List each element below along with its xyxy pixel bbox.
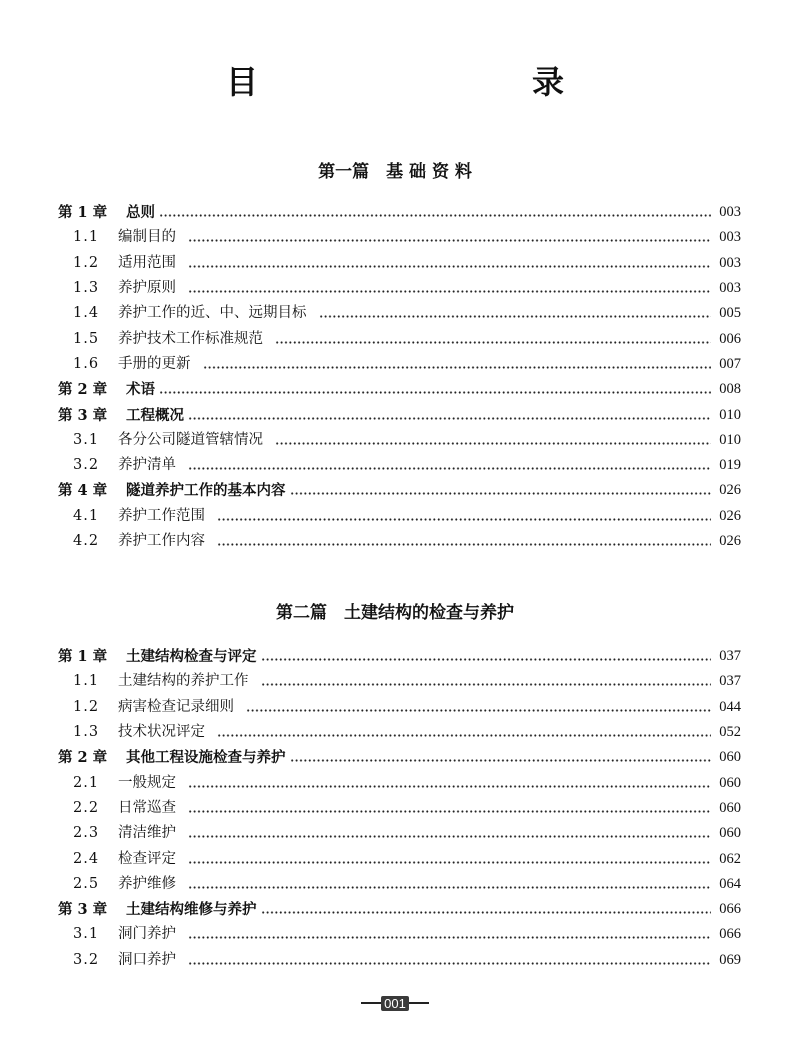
toc-section-entry[interactable] (58, 251, 741, 276)
entry-page-number: 060 (719, 825, 741, 842)
toc-section-entry[interactable] (58, 453, 741, 478)
entry-page-number: 026 (719, 482, 741, 499)
dot-leader (217, 543, 711, 546)
entry-title: 养护维修 (118, 875, 176, 892)
entry-title: 编制目的 (118, 229, 176, 246)
entry-page-number: 005 (719, 305, 741, 322)
dot-leader (188, 810, 711, 813)
dot-leader (188, 417, 711, 420)
entry-number: 4.2 (73, 533, 100, 549)
part-heading: 第一篇 基 础 资 料 (318, 162, 472, 182)
toc-chapter-entry[interactable] (58, 377, 741, 402)
entry-page-number: 019 (719, 457, 741, 474)
toc-section-entry[interactable] (58, 821, 741, 846)
dot-leader (188, 265, 711, 268)
entry-page-number: 026 (719, 507, 741, 524)
dot-leader (188, 290, 711, 293)
entry-number: 3.2 (73, 457, 100, 474)
footer-rule (361, 1002, 381, 1004)
dot-leader (217, 518, 711, 521)
toc-chapter-entry[interactable] (58, 897, 741, 922)
dot-leader (188, 886, 711, 889)
dot-leader (188, 861, 711, 864)
entry-title: 养护原则 (118, 280, 176, 297)
page-footer (0, 993, 790, 1013)
dot-leader (319, 315, 712, 318)
entry-page-number: 003 (719, 254, 741, 271)
entry-page-number: 062 (719, 850, 741, 867)
entry-page-number: 060 (719, 799, 741, 816)
dot-leader (290, 759, 712, 762)
toc-chapter-entry[interactable] (58, 200, 741, 225)
entry-page-number: 066 (719, 926, 741, 943)
entry-title: 工程概况 (126, 406, 184, 424)
entry-title: 土建结构维修与养护 (126, 901, 257, 919)
entry-number: 2.4 (73, 850, 100, 867)
toc-section-entry[interactable] (58, 922, 741, 947)
entry-title: 养护清单 (118, 457, 176, 474)
entry-title: 养护工作范围 (118, 507, 205, 524)
entry-page-number: 010 (719, 406, 741, 423)
dot-leader (188, 785, 711, 788)
entry-title: 病害检查记录细则 (118, 698, 234, 715)
entry-title: 一般规定 (118, 774, 176, 791)
entry-page-number: 026 (719, 533, 741, 549)
toc-section-entry[interactable] (58, 720, 741, 745)
entry-title: 养护技术工作标准规范 (118, 330, 263, 347)
entry-title: 土建结构检查与评定 (126, 648, 257, 666)
part-heading: 第二篇 土建结构的检查与养护 (276, 603, 514, 623)
entry-number: 1.2 (73, 698, 100, 715)
entry-number: 第 4 章 (58, 482, 108, 500)
dot-leader (246, 709, 711, 712)
entry-number: 1.3 (73, 724, 100, 741)
toc-section-entry[interactable] (58, 225, 741, 250)
toc-list (58, 200, 741, 554)
toc-section-entry[interactable] (58, 529, 741, 554)
dot-leader (275, 341, 711, 344)
entry-number: 2.1 (73, 774, 100, 791)
toc-section-entry[interactable] (58, 770, 741, 795)
entry-page-number: 037 (719, 648, 741, 665)
entry-number: 1.1 (73, 673, 100, 690)
toc-chapter-entry[interactable] (58, 478, 741, 503)
dot-leader (188, 239, 711, 242)
toc-section-entry[interactable] (58, 352, 741, 377)
entry-page-number: 010 (719, 431, 741, 448)
footer-rule (409, 1002, 429, 1004)
toc-section-entry[interactable] (58, 872, 741, 897)
entry-page-number: 003 (719, 280, 741, 297)
entry-title: 清洁维护 (118, 825, 176, 842)
entry-number: 第 2 章 (58, 381, 108, 399)
entry-title: 日常巡查 (118, 799, 176, 816)
toc-section-entry[interactable] (58, 301, 741, 326)
toc-section-entry[interactable] (58, 948, 741, 973)
entry-page-number: 066 (719, 901, 741, 918)
toc-section-entry[interactable] (58, 428, 741, 453)
dot-leader (217, 734, 711, 737)
entry-number: 3.2 (73, 951, 100, 968)
dot-leader (261, 658, 712, 661)
dot-leader (261, 911, 712, 914)
entry-number: 3.1 (73, 926, 100, 943)
page-title: 目 录 (225, 63, 634, 101)
entry-page-number: 003 (719, 229, 741, 246)
entry-page-number: 003 (719, 204, 741, 221)
toc-section-entry[interactable] (58, 695, 741, 720)
entry-page-number: 037 (719, 673, 741, 690)
entry-title: 洞口养护 (118, 951, 176, 968)
entry-title: 各分公司隧道管辖情况 (118, 431, 263, 448)
toc-section-entry[interactable] (58, 796, 741, 821)
toc-chapter-entry[interactable] (58, 644, 741, 669)
entry-title: 隧道养护工作的基本内容 (126, 482, 286, 500)
dot-leader (203, 366, 712, 369)
entry-page-number: 044 (719, 698, 741, 715)
toc-section-entry[interactable] (58, 846, 741, 871)
dot-leader (159, 214, 711, 217)
entry-page-number: 069 (719, 951, 741, 968)
toc-section-entry[interactable] (58, 504, 741, 529)
entry-number: 1.2 (73, 254, 100, 271)
dot-leader (188, 467, 711, 470)
entry-number: 第 3 章 (58, 406, 108, 424)
dot-leader (188, 962, 711, 965)
entry-number: 第 3 章 (58, 901, 108, 919)
dot-leader (275, 442, 711, 445)
entry-number: 1.4 (73, 305, 100, 322)
entry-title: 手册的更新 (118, 355, 191, 372)
entry-number: 2.3 (73, 825, 100, 842)
entry-title: 总则 (126, 204, 155, 222)
entry-title: 其他工程设施检查与养护 (126, 749, 286, 767)
entry-number: 第 2 章 (58, 749, 108, 767)
entry-number: 1.1 (73, 229, 100, 246)
entry-number: 1.6 (73, 355, 100, 372)
entry-title: 土建结构的养护工作 (118, 673, 249, 690)
entry-page-number: 060 (719, 774, 741, 791)
dot-leader (159, 391, 711, 394)
entry-number: 1.3 (73, 280, 100, 297)
entry-number: 1.5 (73, 330, 100, 347)
entry-page-number: 007 (719, 355, 741, 372)
entry-page-number: 052 (719, 724, 741, 741)
dot-leader (290, 492, 712, 495)
toc-chapter-entry[interactable] (58, 402, 741, 427)
entry-number: 3.1 (73, 431, 100, 448)
entry-page-number: 006 (719, 330, 741, 347)
entry-page-number: 060 (719, 749, 741, 766)
page-number: 001 (381, 996, 409, 1011)
entry-title: 检查评定 (118, 850, 176, 867)
entry-title: 养护工作内容 (118, 533, 205, 549)
toc-section-entry[interactable] (58, 326, 741, 351)
entry-number: 第 1 章 (58, 648, 108, 666)
entry-title: 适用范围 (118, 254, 176, 271)
entry-number: 第 1 章 (58, 204, 108, 222)
dot-leader (261, 683, 712, 686)
dot-leader (188, 835, 711, 838)
entry-page-number: 008 (719, 381, 741, 398)
dot-leader (188, 936, 711, 939)
entry-page-number: 064 (719, 875, 741, 892)
entry-title: 洞门养护 (118, 926, 176, 943)
toc-section-entry[interactable] (58, 669, 741, 694)
entry-number: 2.5 (73, 875, 100, 892)
entry-title: 养护工作的近、中、远期目标 (118, 305, 307, 322)
toc-list (58, 644, 741, 973)
entry-number: 4.1 (73, 507, 100, 524)
toc-section-entry[interactable] (58, 276, 741, 301)
entry-title: 技术状况评定 (118, 724, 205, 741)
entry-title: 术语 (126, 381, 155, 399)
entry-number: 2.2 (73, 799, 100, 816)
toc-chapter-entry[interactable] (58, 745, 741, 770)
